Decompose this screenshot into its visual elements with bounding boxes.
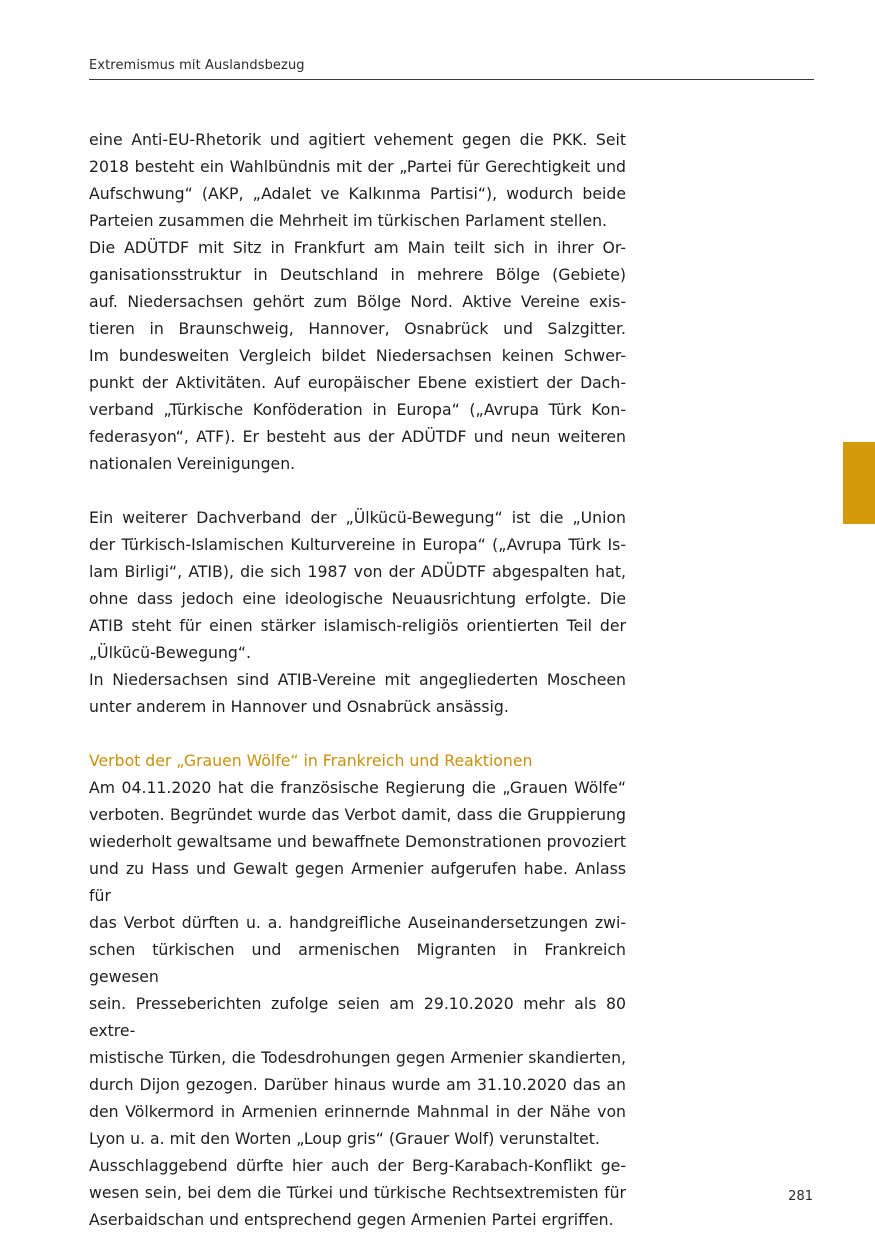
text-line: Ausschlaggebend dürfte hier auch der Berg-Karabach-Konflikt ge- — [89, 1156, 626, 1175]
text-line: Am 04.11.2020 hat die französische Regierung die „Grauen Wölfe“ — [89, 778, 626, 797]
paragraph-5 — [89, 774, 626, 1152]
paragraph-3 — [89, 504, 626, 666]
text-line: federasyon“, ATF). Er besteht aus der ADÜTDF und neun weiteren — [89, 427, 626, 446]
text-line: ATIB steht für einen stärker islamisch-religiös orientierten Teil der — [89, 616, 626, 635]
paragraph-4 — [89, 666, 626, 720]
text-line: ganisationsstruktur in Deutschland in mehrere Bölge (Gebiete) — [89, 265, 626, 284]
text-line: Aufschwung“ (AKP, „Adalet ve Kalkınma Partisi“), wodurch beide — [89, 184, 626, 203]
paragraph-1 — [89, 126, 626, 234]
text-line: punkt der Aktivitäten. Auf europäischer Ebene existiert der Dach- — [89, 373, 626, 392]
text-line: Im bundesweiten Vergleich bildet Niedersachsen keinen Schwer- — [89, 346, 626, 365]
paragraph-6 — [89, 1152, 626, 1233]
paragraph-spacer — [89, 720, 626, 747]
section-heading-text: Verbot der „Grauen Wölfe“ in Frankreich und Reaktionen — [89, 751, 533, 770]
text-line: durch Dijon gezogen. Darüber hinaus wurde am 31.10.2020 das an — [89, 1075, 626, 1094]
text-line: In Niedersachsen sind ATIB-Vereine mit angegliederten Moscheen — [89, 670, 626, 689]
text-line: und zu Hass und Gewalt gegen Armenier aufgerufen habe. Anlass für — [89, 859, 626, 905]
text-line: lam Birligi“, ATIB), die sich 1987 von der ADÜDTF abgespalten hat, — [89, 562, 626, 581]
body-text — [89, 126, 626, 1233]
text-line: 2018 besteht ein Wahlbündnis mit der „Partei für Gerechtigkeit und — [89, 157, 626, 176]
header-rule — [89, 79, 814, 80]
paragraph-2 — [89, 234, 626, 477]
text-line: wiederholt gewaltsame und bewaffnete Demonstrationen provoziert — [89, 832, 626, 851]
text-line: Ein weiterer Dachverband der „Ülkücü-Bewegung“ ist die „Union — [89, 508, 626, 527]
text-line: unter anderem in Hannover und Osnabrück ansässig. — [89, 697, 509, 716]
text-line: tieren in Braunschweig, Hannover, Osnabrück und Salzgitter. — [89, 319, 626, 338]
text-line: schen türkischen und armenischen Migranten in Frankreich gewesen — [89, 940, 626, 986]
page-number: 281 — [788, 1189, 813, 1204]
text-line: das Verbot dürften u. a. handgreifliche Auseinandersetzungen zwi- — [89, 913, 626, 932]
text-line: auf. Niedersachsen gehört zum Bölge Nord. Aktive Vereine exis- — [89, 292, 626, 311]
text-line: Parteien zusammen die Mehrheit im türkischen Parlament stellen. — [89, 211, 608, 230]
text-line: ohne dass jedoch eine ideologische Neuausrichtung erfolgte. Die — [89, 589, 626, 608]
chapter-thumb-tab — [843, 442, 875, 524]
running-head: Extremismus mit Auslandsbezug — [89, 58, 305, 73]
text-line: der Türkisch-Islamischen Kulturvereine in Europa“ („Avrupa Türk Is- — [89, 535, 626, 554]
text-line: eine Anti-EU-Rhetorik und agitiert vehement gegen die PKK. Seit — [89, 130, 626, 149]
text-line: verband „Türkische Konföderation in Europa“ („Avrupa Türk Kon- — [89, 400, 626, 419]
section-heading — [89, 747, 626, 774]
text-line: wesen sein, bei dem die Türkei und türkische Rechtsextremisten für — [89, 1183, 626, 1202]
text-line: mistische Türken, die Todesdrohungen gegen Armenier skandierten, — [89, 1048, 626, 1067]
text-line: nationalen Vereinigungen. — [89, 454, 296, 473]
text-line: Die ADÜTDF mit Sitz in Frankfurt am Main teilt sich in ihrer Or- — [89, 238, 626, 257]
text-line: den Völkermord in Armenien erinnernde Mahnmal in der Nähe von — [89, 1102, 626, 1121]
text-line: sein. Presseberichten zufolge seien am 29.10.2020 mehr als 80 extre- — [89, 994, 626, 1040]
text-line: verboten. Begründet wurde das Verbot damit, dass die Gruppierung — [89, 805, 626, 824]
paragraph-spacer — [89, 477, 626, 504]
text-line: „Ülkücü-Bewegung“. — [89, 643, 251, 662]
text-line: Lyon u. a. mit den Worten „Loup gris“ (Grauer Wolf) verunstaltet. — [89, 1129, 600, 1148]
text-line: Aserbaidschan und entsprechend gegen Armenien Partei ergriffen. — [89, 1210, 614, 1229]
